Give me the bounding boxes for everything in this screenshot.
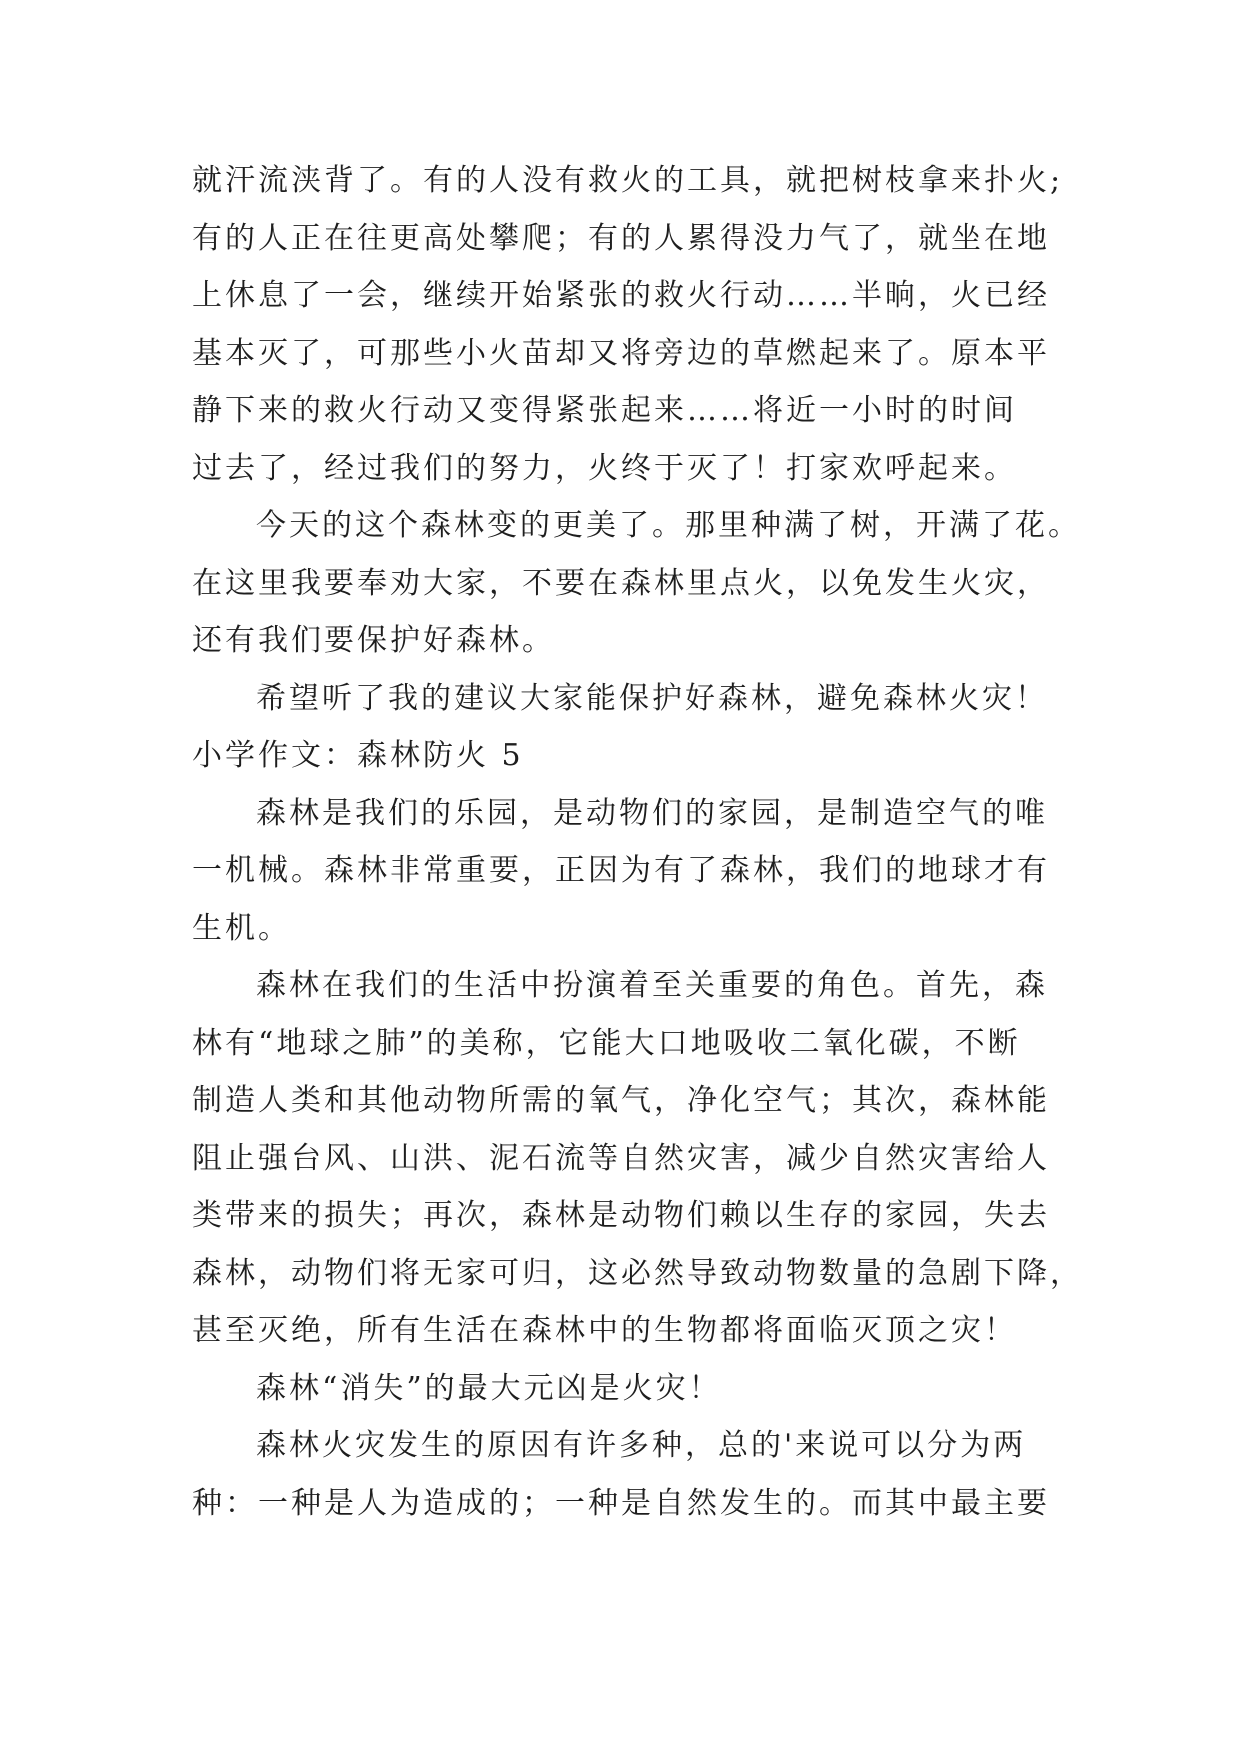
text-line: 静下来的救火行动又变得紧张起来……将近一小时的时间 <box>192 393 1017 428</box>
text-line: 还有我们要保护好森林。 <box>192 623 555 658</box>
text-line: 基本灭了，可那些小火苗却又将旁边的草燃起来了。原本平 <box>192 335 1050 371</box>
text-line: 林有“地球之肺”的美称，它能大口地吸收二氧化碳，不断 <box>192 1025 1021 1061</box>
text-line: 一机械。森林非常重要，正因为有了森林，我们的地球才有 <box>192 853 1050 888</box>
text-line: 阻止强台风、山洪、泥石流等自然灾害，减少自然灾害给人 <box>192 1140 1050 1176</box>
text-line: 生机。 <box>192 910 291 946</box>
text-line: 森林是我们的乐园，是动物们的家园，是制造空气的唯 <box>256 795 1048 831</box>
text-line: 今天的这个森林变的更美了。那里种满了树，开满了花。 <box>256 508 1081 543</box>
essay-text <box>192 152 1083 1532</box>
text-line: 上休息了一会，继续开始紧张的救火行动……半晌，火已经 <box>192 278 1050 313</box>
text-line: 类带来的损失；再次，森林是动物们赖以生存的家园，失去 <box>192 1198 1050 1233</box>
text-line: 制造人类和其他动物所需的氧气，净化空气；其次，森林能 <box>192 1083 1050 1118</box>
text-line: 森林，动物们将无家可归，这必然导致动物数量的急剧下降， <box>192 1255 1083 1291</box>
text-line: 森林在我们的生活中扮演着至关重要的角色。首先，森 <box>256 968 1048 1003</box>
text-line: 森林“消失”的最大元凶是火灾！ <box>256 1370 722 1406</box>
text-line: 就汗流浃背了。有的人没有救火的工具，就把树枝拿来扑火; <box>192 163 1064 198</box>
text-line: 种：一种是人为造成的；一种是自然发生的。而其中最主要 <box>192 1485 1050 1521</box>
text-line: 有的人正在往更高处攀爬；有的人累得没力气了，就坐在地 <box>192 220 1050 256</box>
text-line: 过去了，经过我们的努力，火终于灭了！打家欢呼起来。 <box>192 450 1017 486</box>
text-line: 甚至灭绝，所有生活在森林中的生物都将面临灭顶之灾！ <box>192 1313 1017 1348</box>
text-line: 在这里我要奉劝大家，不要在森林里点火，以免发生火灾， <box>192 565 1050 601</box>
text-line: 希望听了我的建议大家能保护好森林，避免森林火灾！ <box>256 680 1048 716</box>
text-line: 森林火灾发生的原因有许多种，总的'来说可以分为两 <box>256 1428 1027 1463</box>
text-line: 小学作文：森林防火 5 <box>192 738 524 773</box>
